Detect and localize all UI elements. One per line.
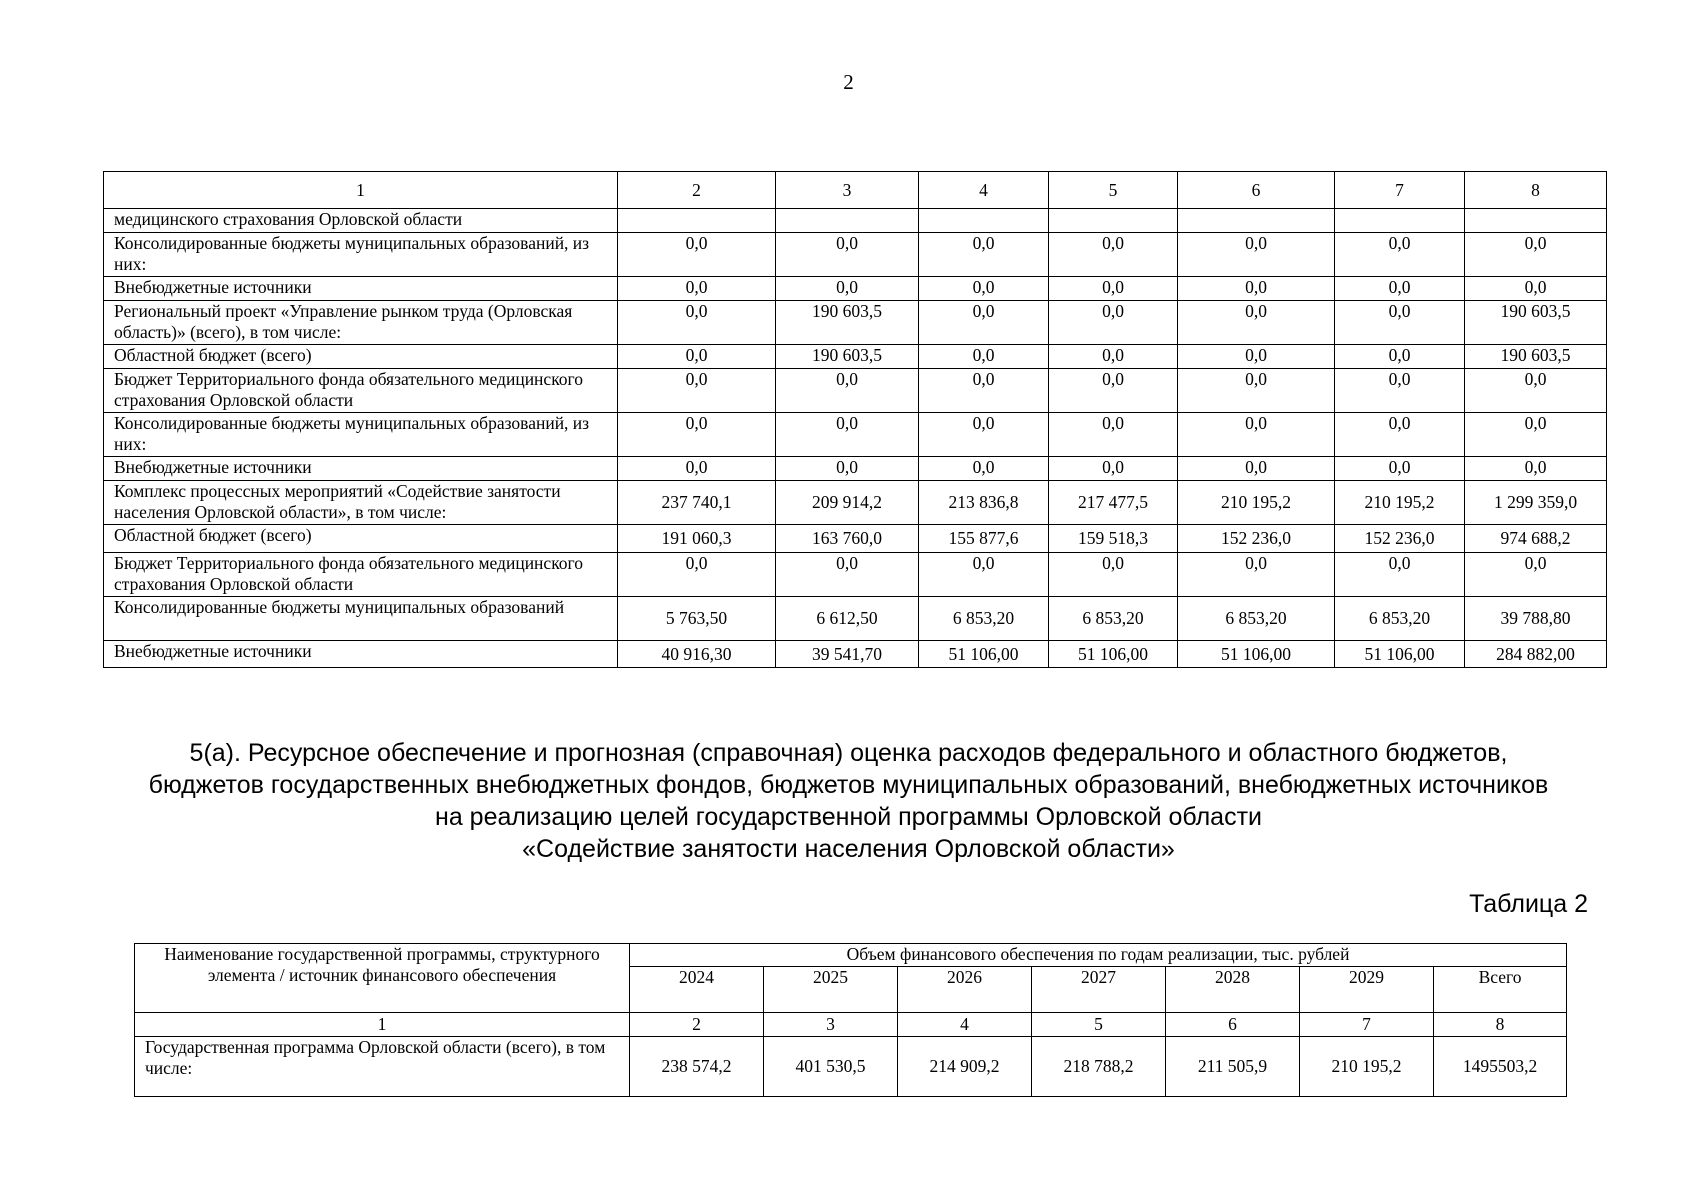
value-cell: 0,0	[776, 233, 919, 277]
row-label-cell: Внебюджетные источники	[104, 457, 618, 481]
value-cell: 190 603,5	[776, 301, 919, 345]
value-cell: 1 299 359,0	[1465, 481, 1607, 525]
budget-table-continued	[103, 171, 1607, 668]
value-cell: 214 909,2	[898, 1037, 1032, 1097]
value-cell: 51 106,00	[1178, 641, 1335, 668]
value-cell: 0,0	[919, 457, 1049, 481]
value-cell: 0,0	[1335, 369, 1465, 413]
value-cell: 51 106,00	[1335, 641, 1465, 668]
value-cell: 0,0	[1049, 345, 1178, 369]
table-row	[104, 233, 1607, 277]
value-cell: 209 914,2	[776, 481, 919, 525]
column-number-cell: 4	[919, 172, 1049, 209]
value-cell: 6 853,20	[1049, 597, 1178, 641]
value-cell: 0,0	[776, 413, 919, 457]
value-cell: 0,0	[618, 457, 776, 481]
value-cell: 0,0	[1335, 553, 1465, 597]
value-cell: 284 882,00	[1465, 641, 1607, 668]
column-number-cell: 6	[1166, 1013, 1300, 1037]
funding-group-header: Объем финансового обеспечения по годам реализации, тыс. рублей	[630, 944, 1567, 967]
value-cell: 0,0	[1178, 345, 1335, 369]
value-cell: 0,0	[919, 277, 1049, 301]
value-cell: 39 541,70	[776, 641, 919, 668]
value-cell: 0,0	[919, 413, 1049, 457]
row-label-cell: медицинского страхования Орловской области	[104, 209, 618, 233]
row-label-cell: Бюджет Территориального фонда обязательного медицинского страхования Орловской области	[104, 369, 618, 413]
table-row	[104, 481, 1607, 525]
year-header-cell: 2029	[1300, 967, 1434, 1013]
section-heading-line: на реализацию целей государственной программы Орловской области	[435, 803, 1262, 831]
value-cell: 238 574,2	[630, 1037, 764, 1097]
value-cell	[1178, 209, 1335, 233]
section-heading-line: бюджетов государственных внебюджетных фондов, бюджетов муниципальных образований, внебюджетных источников	[148, 771, 1549, 799]
value-cell: 217 477,5	[1049, 481, 1178, 525]
value-cell: 152 236,0	[1335, 525, 1465, 553]
value-cell: 0,0	[919, 553, 1049, 597]
value-cell: 401 530,5	[764, 1037, 898, 1097]
value-cell: 0,0	[1178, 277, 1335, 301]
year-header-cell: 2027	[1032, 967, 1166, 1013]
value-cell: 0,0	[1049, 369, 1178, 413]
value-cell: 974 688,2	[1465, 525, 1607, 553]
value-cell	[776, 209, 919, 233]
value-cell: 190 603,5	[776, 345, 919, 369]
value-cell: 0,0	[1049, 301, 1178, 345]
row-label-cell: Консолидированные бюджеты муниципальных образований, из них:	[104, 233, 618, 277]
column-number-cell: 5	[1049, 172, 1178, 209]
section-heading-line: «Содействие занятости населения Орловской области»	[522, 835, 1175, 863]
value-cell: 0,0	[1049, 553, 1178, 597]
column-number-cell: 7	[1300, 1013, 1434, 1037]
row-label-cell: Консолидированные бюджеты муниципальных образований, из них:	[104, 413, 618, 457]
table-row	[135, 1037, 1567, 1097]
row-label-cell: Внебюджетные источники	[104, 641, 618, 668]
column-number-cell: 2	[630, 1013, 764, 1037]
value-cell: 190 603,5	[1465, 301, 1607, 345]
column-number-cell: 8	[1434, 1013, 1567, 1037]
value-cell: 0,0	[618, 233, 776, 277]
value-cell: 0,0	[1465, 553, 1607, 597]
value-cell: 0,0	[776, 277, 919, 301]
value-cell	[618, 209, 776, 233]
row-label-cell: Внебюджетные источники	[104, 277, 618, 301]
table-row	[104, 525, 1607, 553]
value-cell: 0,0	[1465, 369, 1607, 413]
value-cell: 6 612,50	[776, 597, 919, 641]
table-row	[104, 457, 1607, 481]
value-cell: 0,0	[1335, 277, 1465, 301]
value-cell: 6 853,20	[1178, 597, 1335, 641]
year-header-cell: 2028	[1166, 967, 1300, 1013]
column-number-cell: 6	[1178, 172, 1335, 209]
table-row	[104, 641, 1607, 668]
table-row	[104, 369, 1607, 413]
value-cell: 0,0	[1335, 233, 1465, 277]
value-cell: 0,0	[1178, 301, 1335, 345]
column-number-cell: 1	[104, 172, 618, 209]
value-cell: 191 060,3	[618, 525, 776, 553]
value-cell	[919, 209, 1049, 233]
section-heading-line: 5(а). Ресурсное обеспечение и прогнозная (справочная) оценка расходов федерального и областного бюджетов,	[189, 739, 1508, 767]
value-cell: 0,0	[618, 277, 776, 301]
table-row	[104, 301, 1607, 345]
value-cell	[1465, 209, 1607, 233]
name-column-header: Наименование государственной программы, структурного элемента / источник финансового обеспечения	[135, 944, 630, 1013]
value-cell: 0,0	[1465, 413, 1607, 457]
row-label-cell: Консолидированные бюджеты муниципальных образований	[104, 597, 618, 641]
column-number-cell: 8	[1465, 172, 1607, 209]
year-header-cell: 2024	[630, 967, 764, 1013]
value-cell: 213 836,8	[919, 481, 1049, 525]
value-cell: 0,0	[1178, 369, 1335, 413]
value-cell: 6 853,20	[1335, 597, 1465, 641]
year-header-cell: Всего	[1434, 967, 1567, 1013]
value-cell: 0,0	[1049, 233, 1178, 277]
value-cell: 0,0	[1178, 413, 1335, 457]
value-cell: 51 106,00	[919, 641, 1049, 668]
row-label-cell: Областной бюджет (всего)	[104, 525, 618, 553]
value-cell	[1335, 209, 1465, 233]
table-header-row	[104, 172, 1607, 209]
column-number-cell: 2	[618, 172, 776, 209]
value-cell: 0,0	[776, 553, 919, 597]
value-cell: 0,0	[919, 233, 1049, 277]
value-cell	[1049, 209, 1178, 233]
value-cell: 0,0	[1335, 413, 1465, 457]
table-row	[104, 553, 1607, 597]
value-cell: 0,0	[1178, 553, 1335, 597]
value-cell: 0,0	[776, 369, 919, 413]
row-label-cell: Комплекс процессных мероприятий «Содействие занятости населения Орловской области», в том числе:	[104, 481, 618, 525]
value-cell: 0,0	[618, 553, 776, 597]
value-cell: 0,0	[1335, 457, 1465, 481]
value-cell: 0,0	[1049, 277, 1178, 301]
value-cell: 0,0	[618, 413, 776, 457]
table-row	[104, 277, 1607, 301]
value-cell: 0,0	[1049, 413, 1178, 457]
resource-table	[134, 943, 1567, 1097]
value-cell: 1495503,2	[1434, 1037, 1567, 1097]
value-cell: 0,0	[618, 301, 776, 345]
year-header-cell: 2025	[764, 967, 898, 1013]
column-number-cell: 1	[135, 1013, 630, 1037]
value-cell: 210 195,2	[1335, 481, 1465, 525]
value-cell: 211 505,9	[1166, 1037, 1300, 1097]
year-header-cell: 2026	[898, 967, 1032, 1013]
row-label-cell: Государственная программа Орловской области (всего), в том числе:	[135, 1037, 630, 1097]
value-cell: 0,0	[919, 301, 1049, 345]
value-cell: 159 518,3	[1049, 525, 1178, 553]
value-cell: 51 106,00	[1049, 641, 1178, 668]
table-row	[104, 209, 1607, 233]
value-cell: 0,0	[1335, 345, 1465, 369]
value-cell: 6 853,20	[919, 597, 1049, 641]
column-number-cell: 3	[776, 172, 919, 209]
column-number-cell: 4	[898, 1013, 1032, 1037]
page-number: 2	[843, 70, 854, 94]
table-row	[104, 413, 1607, 457]
value-cell: 0,0	[618, 345, 776, 369]
value-cell: 163 760,0	[776, 525, 919, 553]
value-cell: 152 236,0	[1178, 525, 1335, 553]
value-cell: 218 788,2	[1032, 1037, 1166, 1097]
table-header-row	[135, 944, 1567, 967]
value-cell: 210 195,2	[1178, 481, 1335, 525]
value-cell: 0,0	[1465, 457, 1607, 481]
value-cell: 190 603,5	[1465, 345, 1607, 369]
column-number-row	[135, 1013, 1567, 1037]
value-cell: 155 877,6	[919, 525, 1049, 553]
value-cell: 210 195,2	[1300, 1037, 1434, 1097]
value-cell: 0,0	[1465, 277, 1607, 301]
value-cell: 0,0	[618, 369, 776, 413]
table-label: Таблица 2	[1469, 890, 1588, 918]
table-row	[104, 345, 1607, 369]
value-cell: 5 763,50	[618, 597, 776, 641]
value-cell: 0,0	[1178, 233, 1335, 277]
table-row	[104, 597, 1607, 641]
row-label-cell: Региональный проект «Управление рынком труда (Орловская область)» (всего), в том числе:	[104, 301, 618, 345]
column-number-cell: 5	[1032, 1013, 1166, 1037]
row-label-cell: Бюджет Территориального фонда обязательного медицинского страхования Орловской области	[104, 553, 618, 597]
value-cell: 0,0	[776, 457, 919, 481]
value-cell: 0,0	[1335, 301, 1465, 345]
column-number-cell: 3	[764, 1013, 898, 1037]
value-cell: 0,0	[1049, 457, 1178, 481]
value-cell: 237 740,1	[618, 481, 776, 525]
value-cell: 39 788,80	[1465, 597, 1607, 641]
section-heading	[0, 737, 1697, 865]
value-cell: 0,0	[919, 345, 1049, 369]
value-cell: 0,0	[919, 369, 1049, 413]
value-cell: 0,0	[1178, 457, 1335, 481]
column-number-cell: 7	[1335, 172, 1465, 209]
row-label-cell: Областной бюджет (всего)	[104, 345, 618, 369]
value-cell: 0,0	[1465, 233, 1607, 277]
value-cell: 40 916,30	[618, 641, 776, 668]
